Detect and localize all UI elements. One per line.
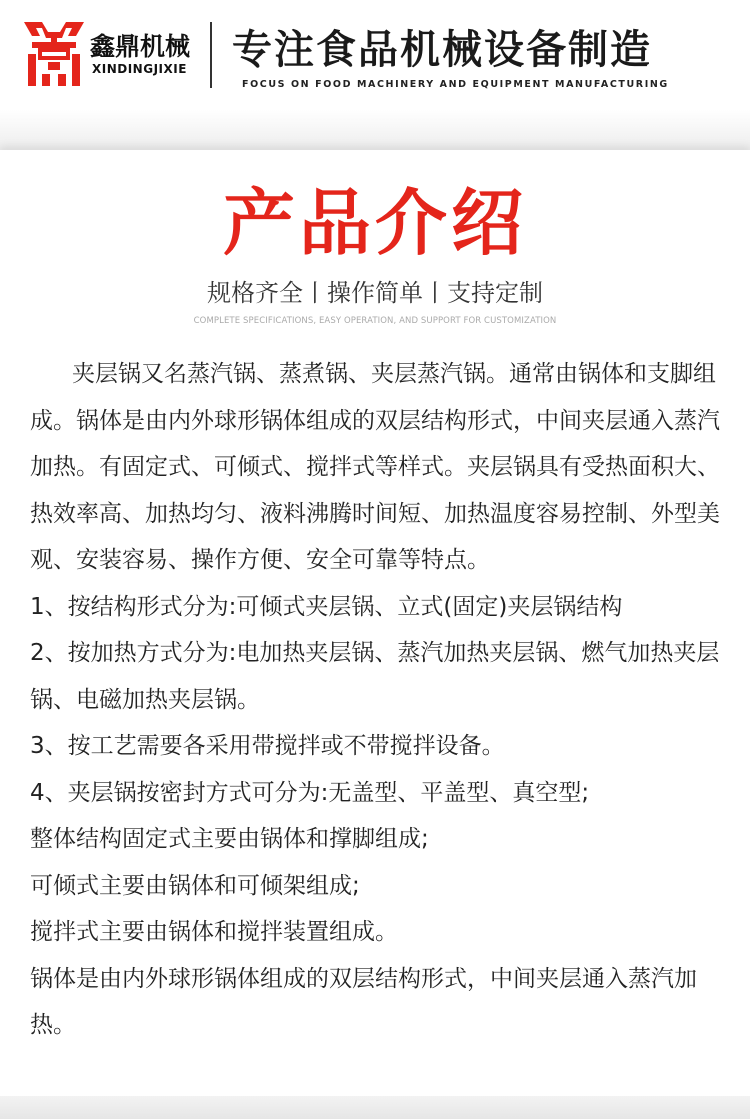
list-item: 1、按结构形式分为:可倾式夹层锅、立式(固定)夹层锅结构 [30,593,623,620]
page-header [0,0,750,110]
list-item: 3、按工艺需要各采用带搅拌或不带搅拌设备。 [30,733,505,759]
header-divider [210,22,212,88]
structure-stirring-text: 搅拌式主要由锅体和搅拌装置组成。 [30,919,398,945]
ding-cauldron-logo-icon [22,18,86,88]
list-item: 2、按加热方式分为:电加热夹层锅、蒸汽加热夹层锅、燃气加热夹层锅、电磁加热夹层锅。 [30,640,720,713]
header-slogan: 专注食品机械设备制造 [232,27,652,73]
brand-name-en: XINDINGJIXIE [92,62,187,76]
structure-tilting-text: 可倾式主要由锅体和可倾架组成; [30,872,360,899]
structure-fixed-text: 整体结构固定式主要由锅体和撑脚组成; [30,826,429,852]
bottom-shadow-band [0,1096,750,1119]
section-subtitle-en: COMPLETE SPECIFICATIONS, EASY OPERATION, AND SUPPORT FOR CUSTOMIZATION [193,316,557,326]
header-slogan-en: FOCUS ON FOOD MACHINERY AND EQUIPMENT MANUFACTURING [242,79,669,90]
section-title: 产品介绍 [222,181,527,265]
product-description [30,351,722,1049]
header-shadow-band [0,110,750,152]
brand-name: 鑫鼎机械 [90,32,191,61]
section-subtitle: 规格齐全丨操作简单丨支持定制 [207,279,543,307]
intro-paragraph: 夹层锅又名蒸汽锅、蒸煮锅、夹层蒸汽锅。通常由锅体和支脚组成。锅体是由内外球形锅体组成的双层结构形式，中间夹层通入蒸汽加热。有固定式、可倾式、搅拌式等样式。夹层锅具有受热面积大、热效率高、加热均匀、液料沸腾时间短、加热温度容易控制、外型美观、安装容易、操作方便、安全可靠等特点。 [30,361,720,573]
body-structure-text: 锅体是由内外球形锅体组成的双层结构形式，中间夹层通入蒸汽加热。 [30,965,697,1038]
list-item: 4、夹层锅按密封方式可分为:无盖型、平盖型、真空型; [30,779,590,806]
